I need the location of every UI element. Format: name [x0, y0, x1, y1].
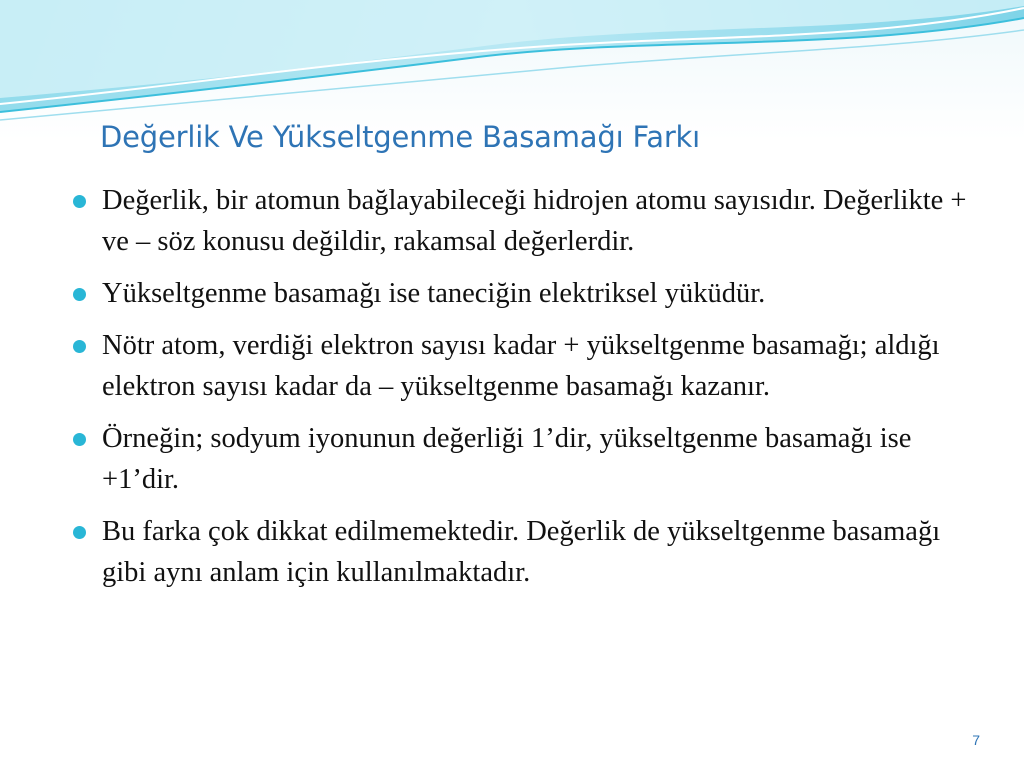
bullet-text: Bu farka çok dikkat edilmemektedir. Değerlik de yükseltgenme basamağı gibi aynı anlam için kullanılmaktadır. [102, 516, 941, 588]
bullet-dot-icon [73, 526, 86, 539]
bullet-dot-icon [73, 433, 86, 446]
bullet-list [71, 180, 971, 604]
page-number: 7 [972, 732, 980, 748]
bullet-dot-icon [73, 340, 86, 353]
bullet-text: Yükseltgenme basamağı ise taneciğin elektriksel yüküdür. [102, 278, 766, 309]
bullet-item [71, 511, 971, 593]
header-wave-decoration [0, 0, 1024, 130]
slide-title: Değerlik Ve Yükseltgenme Basamağı Farkı [100, 120, 701, 154]
bullet-item [71, 418, 971, 500]
bullet-dot-icon [73, 195, 86, 208]
bullet-dot-icon [73, 288, 86, 301]
bullet-item [71, 325, 971, 407]
bullet-text: Değerlik, bir atomun bağlayabileceği hidrojen atomu sayısıdır. Değerlikte + ve – söz konusu değildir, rakamsal değerlerdir. [102, 185, 967, 257]
bullet-text: Örneğin; sodyum iyonunun değerliği 1’dir, yükseltgenme basamağı ise +1’dir. [102, 423, 912, 495]
bullet-text: Nötr atom, verdiği elektron sayısı kadar + yükseltgenme basamağı; aldığı elektron sayısı kadar da – yükseltgenme basamağı kazanır. [102, 330, 940, 402]
bullet-item [71, 273, 971, 314]
bullet-item [71, 180, 971, 262]
